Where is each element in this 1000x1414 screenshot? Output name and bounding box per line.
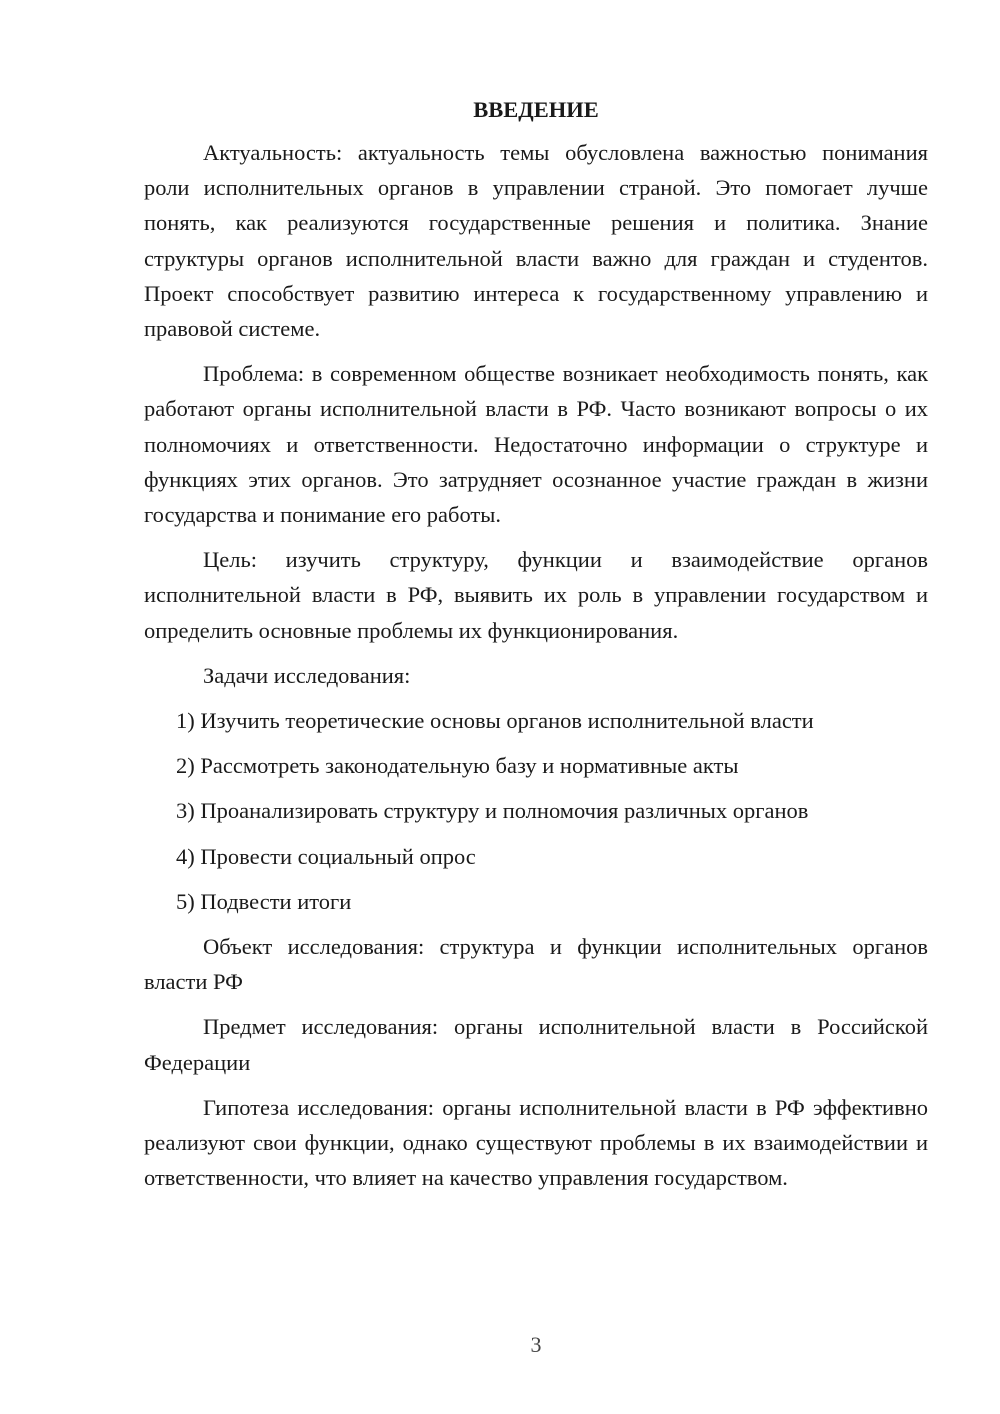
paragraph-subject: Предмет исследования: органы исполнительной власти в Российской Федерации xyxy=(144,1014,928,1075)
paragraph-goal: Цель: изучить структуру, функции и взаимодействие органов исполнительной власти в РФ, выявить их роль в управлении государством и определить основные проблемы их функционирования. xyxy=(144,547,928,643)
task-item: 3) Проанализировать структуру и полномочия различных органов xyxy=(176,798,809,824)
paragraph-problem: Проблема: в современном обществе возникает необходимость понять, как работают органы исполнительной власти в РФ. Часто возникают вопросы о их полномочиях и ответственности. Недостаточно информации о структуре и функциях этих органов. Это затрудняет осознанное участие граждан в жизни государства и понимание его работы. xyxy=(144,361,928,528)
task-item: 4) Провести социальный опрос xyxy=(176,843,476,869)
page-number: 3 xyxy=(530,1332,542,1357)
document-page xyxy=(144,95,928,1205)
task-item: 1) Изучить теоретические основы органов исполнительной власти xyxy=(176,708,814,734)
task-item: 2) Рассмотреть законодательную базу и нормативные акты xyxy=(176,753,739,779)
tasks-list xyxy=(144,703,928,919)
paragraph-relevance: Актуальность: актуальность темы обусловлена важностью понимания роли исполнительных органов в управлении страной. Это помогает лучше понять, как реализуются государственные решения и политика. Знание структуры органов исполнительной власти важно для граждан и студентов. Проект способствует развитию интереса к государственному управлению и правовой системе. xyxy=(144,140,928,342)
paragraph-hypothesis: Гипотеза исследования: органы исполнительной власти в РФ эффективно реализуют свои функции, однако существуют проблемы в их взаимодействии и ответственности, что влияет на качество управления государством. xyxy=(144,1094,928,1191)
paragraph-object: Объект исследования: структура и функции исполнительных органов власти РФ xyxy=(144,934,928,995)
task-item: 5) Подвести итоги xyxy=(176,888,352,914)
tasks-heading: Задачи исследования: xyxy=(203,662,411,688)
page-title: ВВЕДЕНИЕ xyxy=(473,97,599,122)
